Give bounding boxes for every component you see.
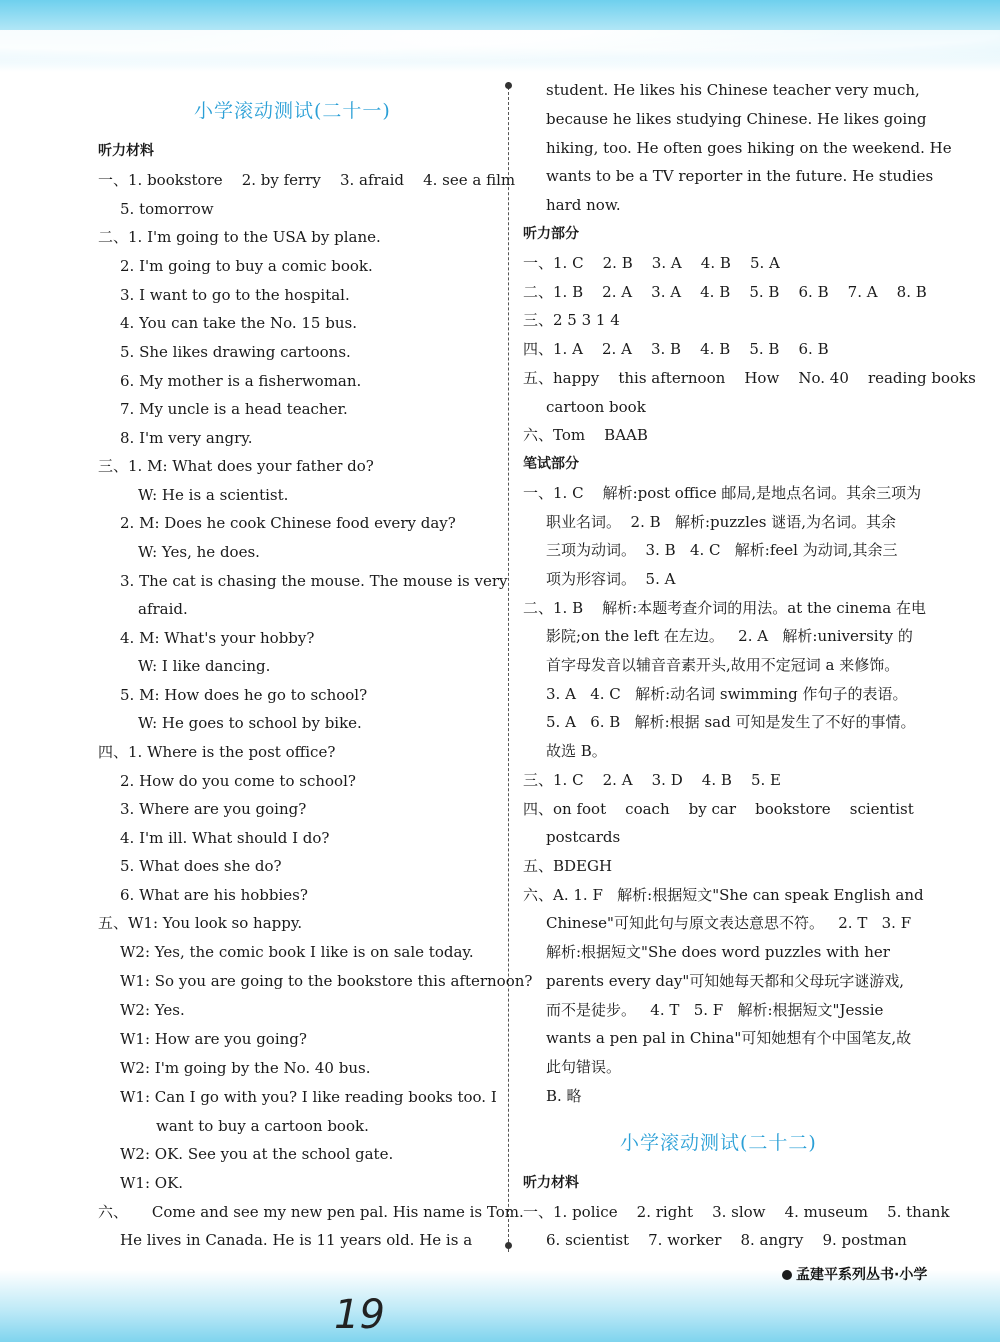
text-line: 五、BDEGH: [523, 857, 613, 875]
text-line: W: He goes to school by bike.: [138, 714, 362, 732]
text-line: 项为形容词。 5. A: [546, 570, 676, 588]
listening-part-label: 听力部分: [523, 226, 579, 242]
text-line: afraid.: [138, 600, 188, 618]
text-line: 影院;on the left 在左边。 2. A 解析:university 的: [546, 627, 913, 645]
text-line: 而不是徒步。 4. T 5. F 解析:根据短文"Jessie: [546, 1001, 884, 1019]
text-line: 一、1. police 2. right 3. slow 4. museum 5. thank: [523, 1203, 950, 1221]
text-line: 2. M: Does he cook Chinese food every day?: [120, 514, 456, 532]
footer-text: 孟建平系列丛书·小学: [796, 1267, 928, 1283]
text-line: 二、1. I'm going to the USA by plane.: [98, 228, 381, 246]
text-line: W1: OK.: [120, 1174, 184, 1192]
text-line: want to buy a cartoon book.: [156, 1117, 369, 1135]
text-line: 5. She likes drawing cartoons.: [120, 343, 351, 361]
text-line: 5. What does she do?: [120, 857, 282, 875]
text-line: 五、W1: You look so happy.: [98, 914, 303, 932]
text-line: 4. I'm ill. What should I do?: [120, 829, 330, 847]
text-line: 6. What are his hobbies?: [120, 886, 308, 904]
text-line: 6. scientist 7. worker 8. angry 9. postman: [546, 1231, 907, 1249]
test-21-heading: 小学滚动测试(二十一): [194, 100, 391, 122]
text-line: 5. M: How does he go to school?: [120, 686, 368, 704]
text-line: 解析:根据短文"She does word puzzles with her: [546, 943, 890, 961]
text-line: W2: Yes, the comic book I like is on sale today.: [120, 943, 474, 961]
text-line: wants to be a TV reporter in the future. He studies: [546, 167, 934, 185]
text-line: hiking, too. He often goes hiking on the weekend. He: [546, 139, 952, 157]
text-line: student. He likes his Chinese teacher very much,: [546, 81, 920, 99]
text-line: 三、1. M: What does your father do?: [98, 457, 374, 475]
text-line: 3. Where are you going?: [120, 800, 307, 818]
text-line: 六、 Come and see my new pen pal. His name is Tom.: [98, 1203, 524, 1221]
text-line: 首字母发音以辅音音素开头,故用不定冠词 a 来修饰。: [546, 656, 900, 674]
text-line: 5. A 6. B 解析:根据 sad 可知是发生了不好的事情。: [546, 713, 916, 731]
text-line: postcards: [546, 828, 621, 846]
text-line: cartoon book: [546, 398, 646, 416]
text-line: Chinese"可知此句与原文表达意思不符。 2. T 3. F: [546, 914, 912, 932]
text-line: 5. tomorrow: [120, 200, 214, 218]
text-line: 6. My mother is a fisherwoman.: [120, 372, 362, 390]
column-divider: [508, 82, 509, 1252]
text-line: 7. My uncle is a head teacher.: [120, 400, 348, 418]
listening-material-label-2: 听力材料: [523, 1175, 579, 1191]
text-line: W: I like dancing.: [138, 657, 271, 675]
listening-material-label: 听力材料: [98, 143, 154, 159]
top-decorative-band: [0, 0, 1000, 72]
text-line: 4. M: What's your hobby?: [120, 629, 315, 647]
page-number: 19: [334, 1292, 385, 1338]
text-line: 一、1. C 解析:post office 邮局,是地点名词。其余三项为: [523, 484, 922, 502]
text-line: W2: OK. See you at the school gate.: [120, 1145, 394, 1163]
text-line: 二、1. B 解析:本题考查介词的用法。at the cinema 在电: [523, 599, 926, 617]
text-line: W1: How are you going?: [120, 1030, 307, 1048]
text-line: 六、A. 1. F 解析:根据短文"She can speak English and: [523, 886, 924, 904]
text-line: He lives in Canada. He is 11 years old. He is a: [120, 1231, 473, 1249]
text-line: 4. You can take the No. 15 bus.: [120, 314, 357, 332]
text-line: B. 略: [546, 1087, 582, 1105]
text-line: 三、1. C 2. A 3. D 4. B 5. E: [523, 771, 781, 789]
text-line: W: He is a scientist.: [138, 486, 289, 504]
text-line: 2. How do you come to school?: [120, 772, 356, 790]
bullet-icon: [782, 1270, 792, 1280]
footer-series-label: [782, 1264, 927, 1284]
text-line: 故选 B。: [546, 742, 607, 760]
text-line: 六、Tom BAAB: [523, 426, 648, 444]
text-line: 五、happy this afternoon How No. 40 reading books: [523, 369, 976, 387]
text-line: 四、on foot coach by car bookstore scientist: [523, 800, 914, 818]
text-line: W2: Yes.: [120, 1001, 185, 1019]
text-line: W1: So you are going to the bookstore this afternoon?: [120, 972, 533, 990]
text-line: 职业名词。 2. B 解析:puzzles 谜语,为名词。其余: [546, 513, 896, 531]
test-22-heading: 小学滚动测试(二十二): [620, 1132, 817, 1154]
text-line: W1: Can I go with you? I like reading books too. I: [120, 1088, 497, 1106]
text-line: W: Yes, he does.: [138, 543, 260, 561]
text-line: 三、2 5 3 1 4: [523, 311, 620, 329]
text-line: hard now.: [546, 196, 621, 214]
text-line: 3. The cat is chasing the mouse. The mouse is very: [120, 572, 508, 590]
text-line: 四、1. Where is the post office?: [98, 743, 336, 761]
text-line: because he likes studying Chinese. He likes going: [546, 110, 927, 128]
text-line: 此句错误。: [546, 1058, 622, 1076]
text-line: 四、1. A 2. A 3. B 4. B 5. B 6. B: [523, 340, 829, 358]
text-line: W2: I'm going by the No. 40 bus.: [120, 1059, 371, 1077]
text-line: 一、1. C 2. B 3. A 4. B 5. A: [523, 254, 780, 272]
written-part-label: 笔试部分: [523, 456, 579, 472]
text-line: 二、1. B 2. A 3. A 4. B 5. B 6. B 7. A 8. B: [523, 283, 927, 301]
text-line: 3. A 4. C 解析:动名词 swimming 作句子的表语。: [546, 685, 908, 703]
text-line: 2. I'm going to buy a comic book.: [120, 257, 373, 275]
text-line: 一、1. bookstore 2. by ferry 3. afraid 4. see a film: [98, 171, 516, 189]
text-line: 8. I'm very angry.: [120, 429, 253, 447]
text-line: parents every day"可知她每天都和父母玩字谜游戏,: [546, 972, 905, 990]
text-line: wants a pen pal in China"可知她想有个中国笔友,故: [546, 1029, 912, 1047]
text-line: 三项为动词。 3. B 4. C 解析:feel 为动词,其余三: [546, 541, 898, 559]
text-line: 3. I want to go to the hospital.: [120, 286, 350, 304]
